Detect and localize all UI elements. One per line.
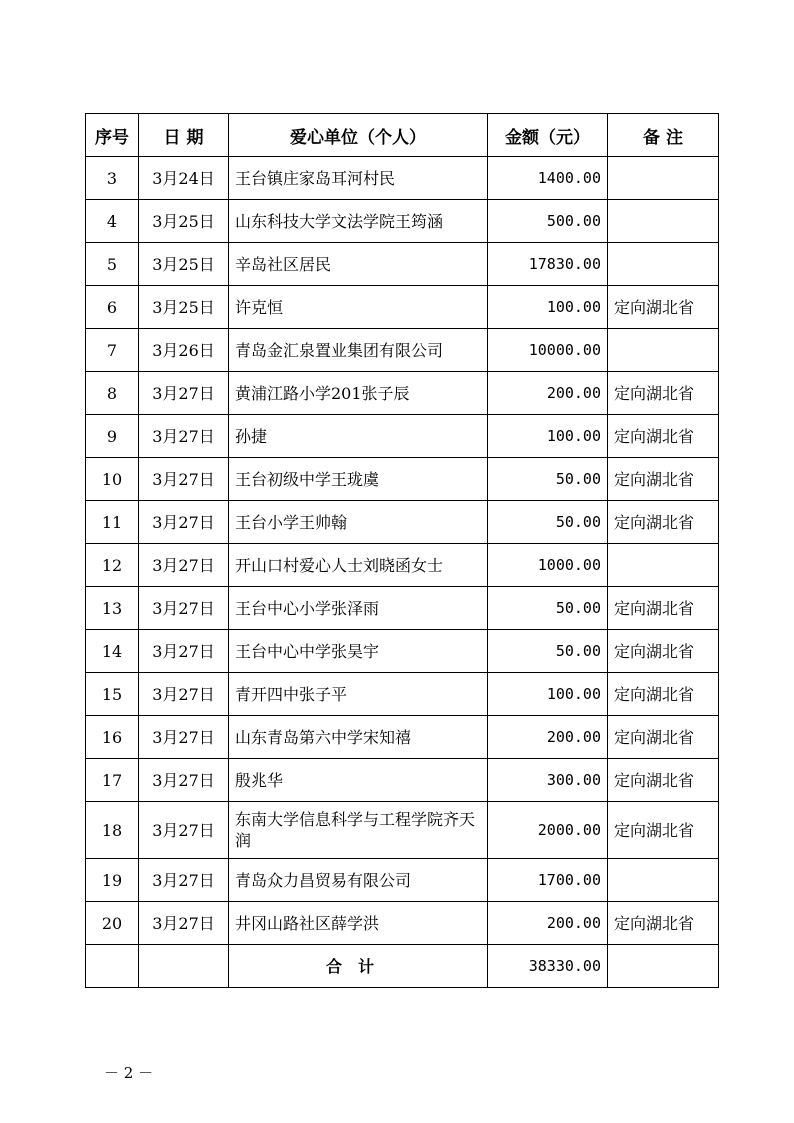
row-note: 定向湖北省	[608, 759, 719, 802]
row-date: 3月25日	[139, 286, 229, 329]
row-seq: 6	[86, 286, 139, 329]
row-date: 3月27日	[139, 716, 229, 759]
row-amount: 50.00	[488, 458, 608, 501]
table-row	[86, 759, 719, 802]
row-seq: 16	[86, 716, 139, 759]
row-note: 定向湖北省	[608, 501, 719, 544]
row-unit: 青岛金汇泉置业集团有限公司	[229, 329, 488, 372]
row-amount: 50.00	[488, 501, 608, 544]
row-note	[608, 544, 719, 587]
row-note: 定向湖北省	[608, 458, 719, 501]
row-unit: 青岛众力昌贸易有限公司	[229, 859, 488, 902]
row-note: 定向湖北省	[608, 902, 719, 945]
row-amount: 200.00	[488, 902, 608, 945]
row-unit: 辛岛社区居民	[229, 243, 488, 286]
row-amount: 2000.00	[488, 802, 608, 859]
table-row	[86, 458, 719, 501]
row-seq: 9	[86, 415, 139, 458]
row-date: 3月27日	[139, 902, 229, 945]
row-unit: 井冈山路社区薛学洪	[229, 902, 488, 945]
row-seq: 20	[86, 902, 139, 945]
total-note-cell	[608, 945, 719, 988]
table-row	[86, 372, 719, 415]
row-seq: 3	[86, 157, 139, 200]
total-date-cell	[139, 945, 229, 988]
table-row	[86, 501, 719, 544]
row-amount: 300.00	[488, 759, 608, 802]
table-header-row	[86, 114, 719, 157]
table-row	[86, 200, 719, 243]
row-amount: 200.00	[488, 372, 608, 415]
row-seq: 13	[86, 587, 139, 630]
total-label: 合计	[229, 945, 488, 988]
row-amount: 1700.00	[488, 859, 608, 902]
table-row	[86, 673, 719, 716]
row-unit: 殷兆华	[229, 759, 488, 802]
row-date: 3月27日	[139, 372, 229, 415]
row-date: 3月25日	[139, 200, 229, 243]
row-date: 3月27日	[139, 501, 229, 544]
row-date: 3月27日	[139, 587, 229, 630]
row-seq: 17	[86, 759, 139, 802]
row-note: 定向湖北省	[608, 630, 719, 673]
row-amount: 100.00	[488, 286, 608, 329]
total-row	[86, 945, 719, 988]
row-date: 3月27日	[139, 759, 229, 802]
row-date: 3月27日	[139, 544, 229, 587]
row-note	[608, 200, 719, 243]
row-amount: 50.00	[488, 587, 608, 630]
donation-table	[85, 113, 719, 988]
row-seq: 11	[86, 501, 139, 544]
row-date: 3月27日	[139, 802, 229, 859]
header-amount: 金额（元）	[488, 114, 608, 157]
row-seq: 8	[86, 372, 139, 415]
header-note: 备 注	[608, 114, 719, 157]
table-row	[86, 802, 719, 859]
header-unit: 爱心单位（个人）	[229, 114, 488, 157]
row-date: 3月27日	[139, 630, 229, 673]
row-unit: 山东科技大学文法学院王筠涵	[229, 200, 488, 243]
row-unit: 山东青岛第六中学宋知禧	[229, 716, 488, 759]
row-note: 定向湖北省	[608, 415, 719, 458]
table-row	[86, 859, 719, 902]
row-unit: 王台初级中学王珑虞	[229, 458, 488, 501]
table-row	[86, 157, 719, 200]
row-amount: 17830.00	[488, 243, 608, 286]
row-seq: 19	[86, 859, 139, 902]
row-unit: 黄浦江路小学201张子辰	[229, 372, 488, 415]
table-row	[86, 630, 719, 673]
row-date: 3月27日	[139, 415, 229, 458]
row-note: 定向湖北省	[608, 673, 719, 716]
row-seq: 12	[86, 544, 139, 587]
row-unit: 开山口村爱心人士刘晓函女士	[229, 544, 488, 587]
table-row	[86, 587, 719, 630]
row-amount: 200.00	[488, 716, 608, 759]
row-amount: 50.00	[488, 630, 608, 673]
row-amount: 100.00	[488, 415, 608, 458]
row-note	[608, 157, 719, 200]
total-amount: 38330.00	[488, 945, 608, 988]
table-row	[86, 544, 719, 587]
row-unit: 王台镇庄家岛耳河村民	[229, 157, 488, 200]
table-row	[86, 415, 719, 458]
row-unit: 青开四中张子平	[229, 673, 488, 716]
row-unit: 王台中心小学张泽雨	[229, 587, 488, 630]
row-amount: 500.00	[488, 200, 608, 243]
header-date: 日 期	[139, 114, 229, 157]
row-seq: 15	[86, 673, 139, 716]
row-date: 3月27日	[139, 859, 229, 902]
row-amount: 10000.00	[488, 329, 608, 372]
row-seq: 7	[86, 329, 139, 372]
row-unit: 王台小学王帅翰	[229, 501, 488, 544]
row-amount: 1400.00	[488, 157, 608, 200]
row-unit: 东南大学信息科学与工程学院齐天润	[229, 802, 488, 859]
row-note: 定向湖北省	[608, 372, 719, 415]
row-amount: 100.00	[488, 673, 608, 716]
row-note: 定向湖北省	[608, 587, 719, 630]
row-note: 定向湖北省	[608, 802, 719, 859]
row-date: 3月26日	[139, 329, 229, 372]
row-unit: 王台中心中学张昊宇	[229, 630, 488, 673]
table-row	[86, 243, 719, 286]
header-seq: 序号	[86, 114, 139, 157]
row-seq: 5	[86, 243, 139, 286]
row-seq: 18	[86, 802, 139, 859]
row-note: 定向湖北省	[608, 716, 719, 759]
row-seq: 10	[86, 458, 139, 501]
page-number: － 2 －	[104, 1064, 154, 1082]
row-unit: 许克恒	[229, 286, 488, 329]
row-note: 定向湖北省	[608, 286, 719, 329]
row-note	[608, 859, 719, 902]
row-note	[608, 329, 719, 372]
row-date: 3月24日	[139, 157, 229, 200]
table-row	[86, 329, 719, 372]
row-date: 3月27日	[139, 673, 229, 716]
row-date: 3月25日	[139, 243, 229, 286]
row-note	[608, 243, 719, 286]
row-seq: 14	[86, 630, 139, 673]
table-row	[86, 902, 719, 945]
row-seq: 4	[86, 200, 139, 243]
table-row	[86, 716, 719, 759]
row-amount: 1000.00	[488, 544, 608, 587]
row-date: 3月27日	[139, 458, 229, 501]
total-seq-cell	[86, 945, 139, 988]
row-unit: 孙捷	[229, 415, 488, 458]
table-row	[86, 286, 719, 329]
